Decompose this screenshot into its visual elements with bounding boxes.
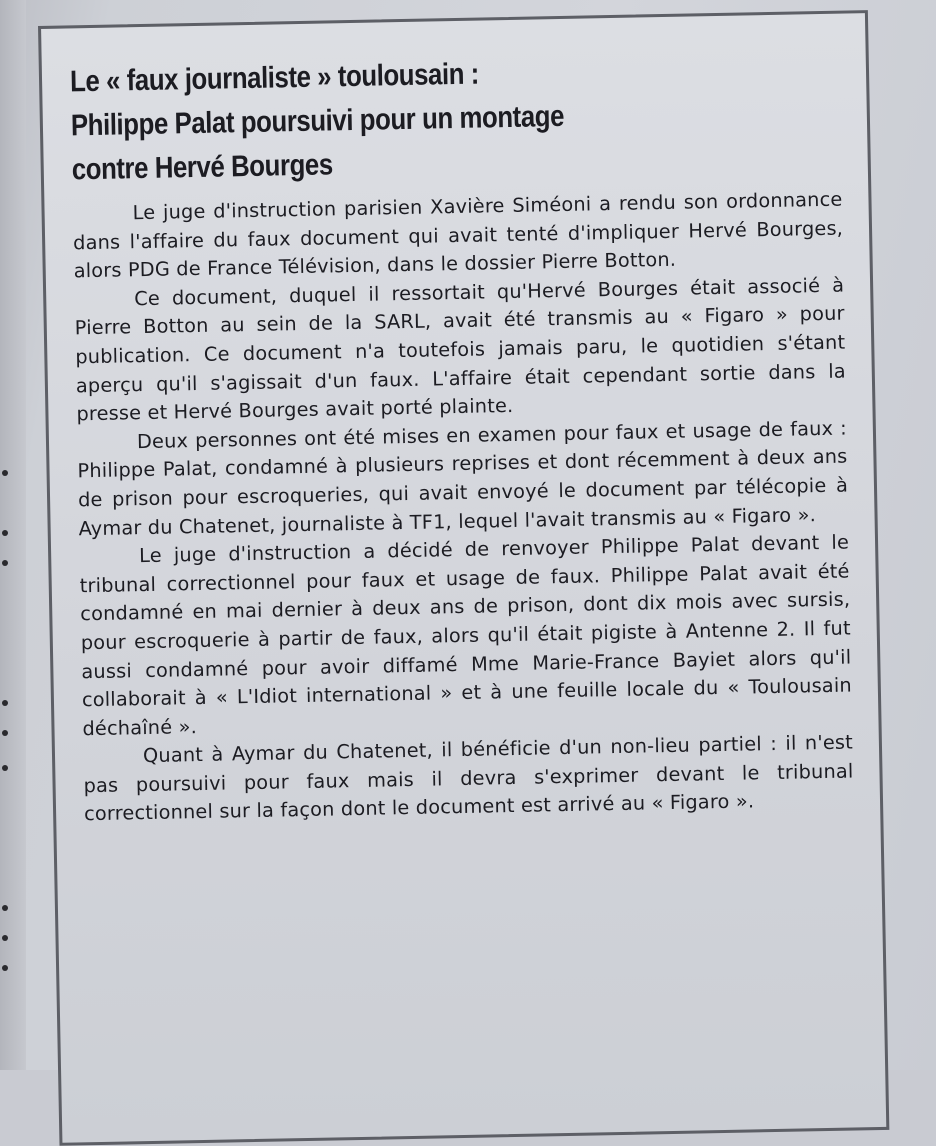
adjacent-page-edge [0,0,26,1070]
article-headline [70,46,829,193]
adjacent-print-mark [2,700,8,706]
adjacent-print-mark [2,530,8,536]
article-paragraph: Ce document, duquel il ressortait qu'Hervé Bourges était associé à Pierre Botton au sein de la SARL, avait été transmis au « Figaro » pour publication. Ce document n'a toutefois jamais paru, le quotidien s'étant aperçu qu'il s'agissait d'un faux. L'affaire était cependant sortie dans la presse et Hervé Bourges avait porté plainte. [74,273,846,426]
adjacent-print-mark [2,730,8,736]
newspaper-clipping [38,10,889,1146]
article-paragraph: Le juge d'instruction parisien Xavière Siméoni a rendu son ordonnance dans l'affaire du faux document qui avait tenté d'impliquer Hervé Bourges, alors PDG de France Télévision, dans le dossier Pierre Botton. [72,187,844,283]
article-paragraph: Deux personnes ont été mises en examen pour faux et usage de faux : Philippe Palat, condamné à plusieurs reprises et dont récemment à deux ans de prison pour escroqueries, qui avait envoyé le document par télécopie à Aymar du Chatenet, journaliste à TF1, lequel l'avait transmis au « Figaro ». [77,416,849,540]
headline-line-3: contre Hervé Bourges [71,148,333,187]
adjacent-print-mark [2,965,8,971]
adjacent-print-mark [2,560,8,566]
adjacent-print-mark [2,765,8,771]
headline-line-1: Le « faux journaliste » toulousain : [69,57,480,99]
article-body [72,186,854,830]
article-paragraph: Le juge d'instruction a décidé de renvoyer Philippe Palat devant le tribunal correctionnel pour faux et usage de faux. Philippe Palat avait été condamné en mai dernier à deux ans de prison, dont dix mois avec sursis, pour escroquerie à partir de faux, alors qu'il était pigiste à Antenne 2. Il fut aussi condamné pour avoir diffamé Mme Marie-France Bayiet alors qu'il collaborait à « L'Idiot international » et à une feuille locale du « Toulousain déchaîné ». [79,530,853,740]
article [70,46,855,830]
headline-line-2: Philippe Palat poursuivi pour un montage [70,99,565,143]
adjacent-print-mark [2,935,8,941]
adjacent-print-mark [2,905,8,911]
article-paragraph: Quant à Aymar du Chatenet, il bénéficie d'un non-lieu partiel : il n'est pas poursuivi pour faux mais il devra s'exprimer devant le tribunal correctionnel sur la façon dont le document est arrivé au « Figaro ». [83,730,854,826]
adjacent-print-mark [2,470,8,476]
